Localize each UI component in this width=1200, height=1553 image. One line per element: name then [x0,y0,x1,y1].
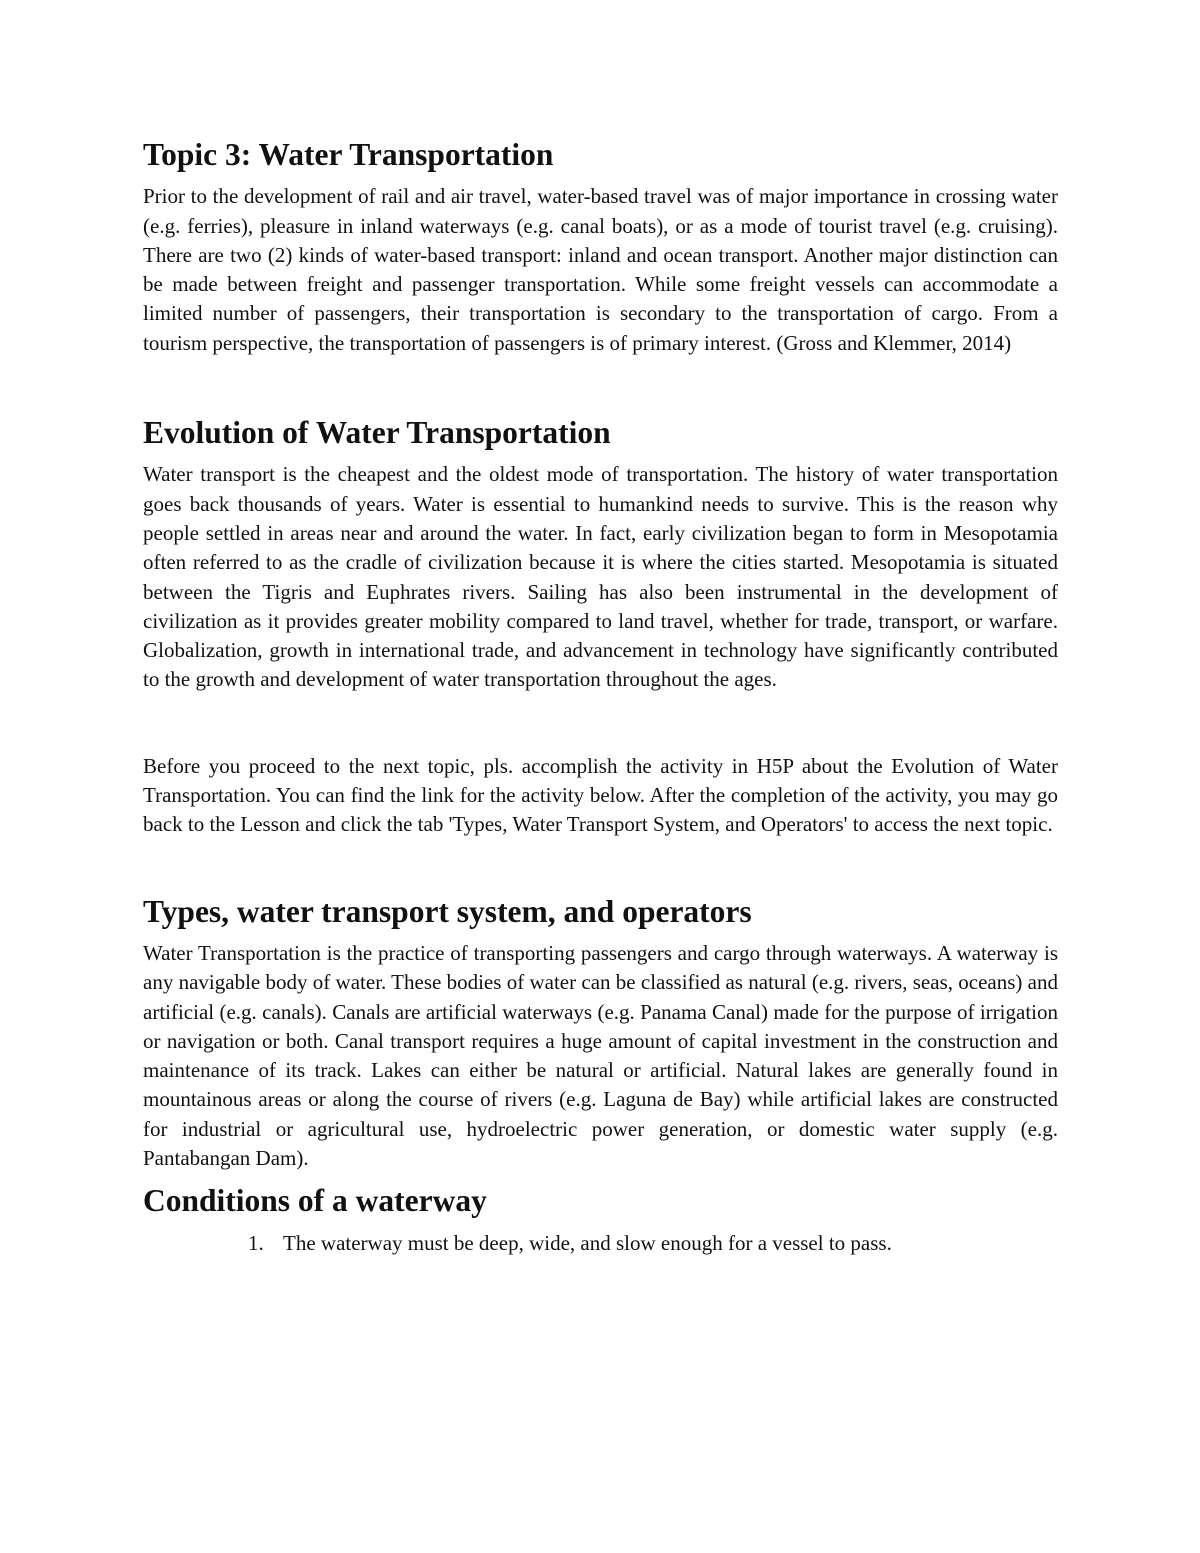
spacer [143,695,1058,752]
types-heading: Types, water transport system, and operators [143,893,752,929]
document-page [143,137,1058,1258]
list-item [143,1229,1058,1258]
activity-paragraph: Before you proceed to the next topic, pls. accomplish the activity in H5P about the Evolution of Water Transportation. You can find the link for the activity below. After the completion of the activity, you may go back to the Lesson and click the tab 'Types, Water Transport System, and Operators' to access the next topic. [143,753,1058,837]
types-paragraph: Water Transportation is the practice of transporting passengers and cargo through waterways. A waterway is any navigable body of water. These bodies of water can be classified as natural (e.g. rivers, seas, oceans) and artificial (e.g. canals). Canals are artificial waterways (e.g. Panama Canal) made for the purpose of irrigation or navigation or both. Canal transport requires a huge amount of capital investment in the construction and maintenance of its track. Lakes can either be natural or artificial. Natural lakes are generally found in mountainous areas or along the course of rivers (e.g. Laguna de Bay) while artificial lakes are constructed for industrial or agricultural use, hydroelectric power generation, or domestic water supply (e.g. Pantabangan Dam). [143,940,1058,1171]
conditions-heading: Conditions of a waterway [143,1183,487,1219]
spacer [143,840,1058,897]
conditions-list [143,1229,1058,1258]
list-item-number: 1. [248,1230,264,1255]
list-item-text: The waterway must be deep, wide, and slow enough for a vessel to pass. [283,1230,892,1255]
evolution-heading: Evolution of Water Transportation [143,415,611,451]
topic3-paragraph: Prior to the development of rail and air travel, water-based travel was of major importance in crossing water (e.g. ferries), pleasure in inland waterways (e.g. canal boats), or as a mode of tourist travel (e.g. cruising). There are two (2) kinds of water-based transport: inland and ocean transport. Another major distinction can be made between freight and passenger transportation. While some freight vessels can accommodate a limited number of passengers, their transportation is secondary to the transportation of cargo. From a tourism perspective, the transportation of passengers is of primary interest. (Gross and Klemmer, 2014) [143,184,1058,355]
topic3-heading: Topic 3: Water Transportation [143,137,554,172]
evolution-paragraph: Water transport is the cheapest and the oldest mode of transportation. The history of water transportation goes back thousands of years. Water is essential to humankind needs to survive. This is the reason why people settled in areas near and around the water. In fact, early civilization began to form in Mesopotamia often referred to as the cradle of civilization because it is where the cities started. Mesopotamia is situated between the Tigris and Euphrates rivers. Sailing has also been instrumental in the development of civilization as it provides greater mobility compared to land travel, whether for trade, transport, or warfare. Globalization, growth in international trade, and advancement in technology have significantly contributed to the growth and development of water transportation throughout the ages. [143,462,1058,692]
spacer [143,358,1058,418]
